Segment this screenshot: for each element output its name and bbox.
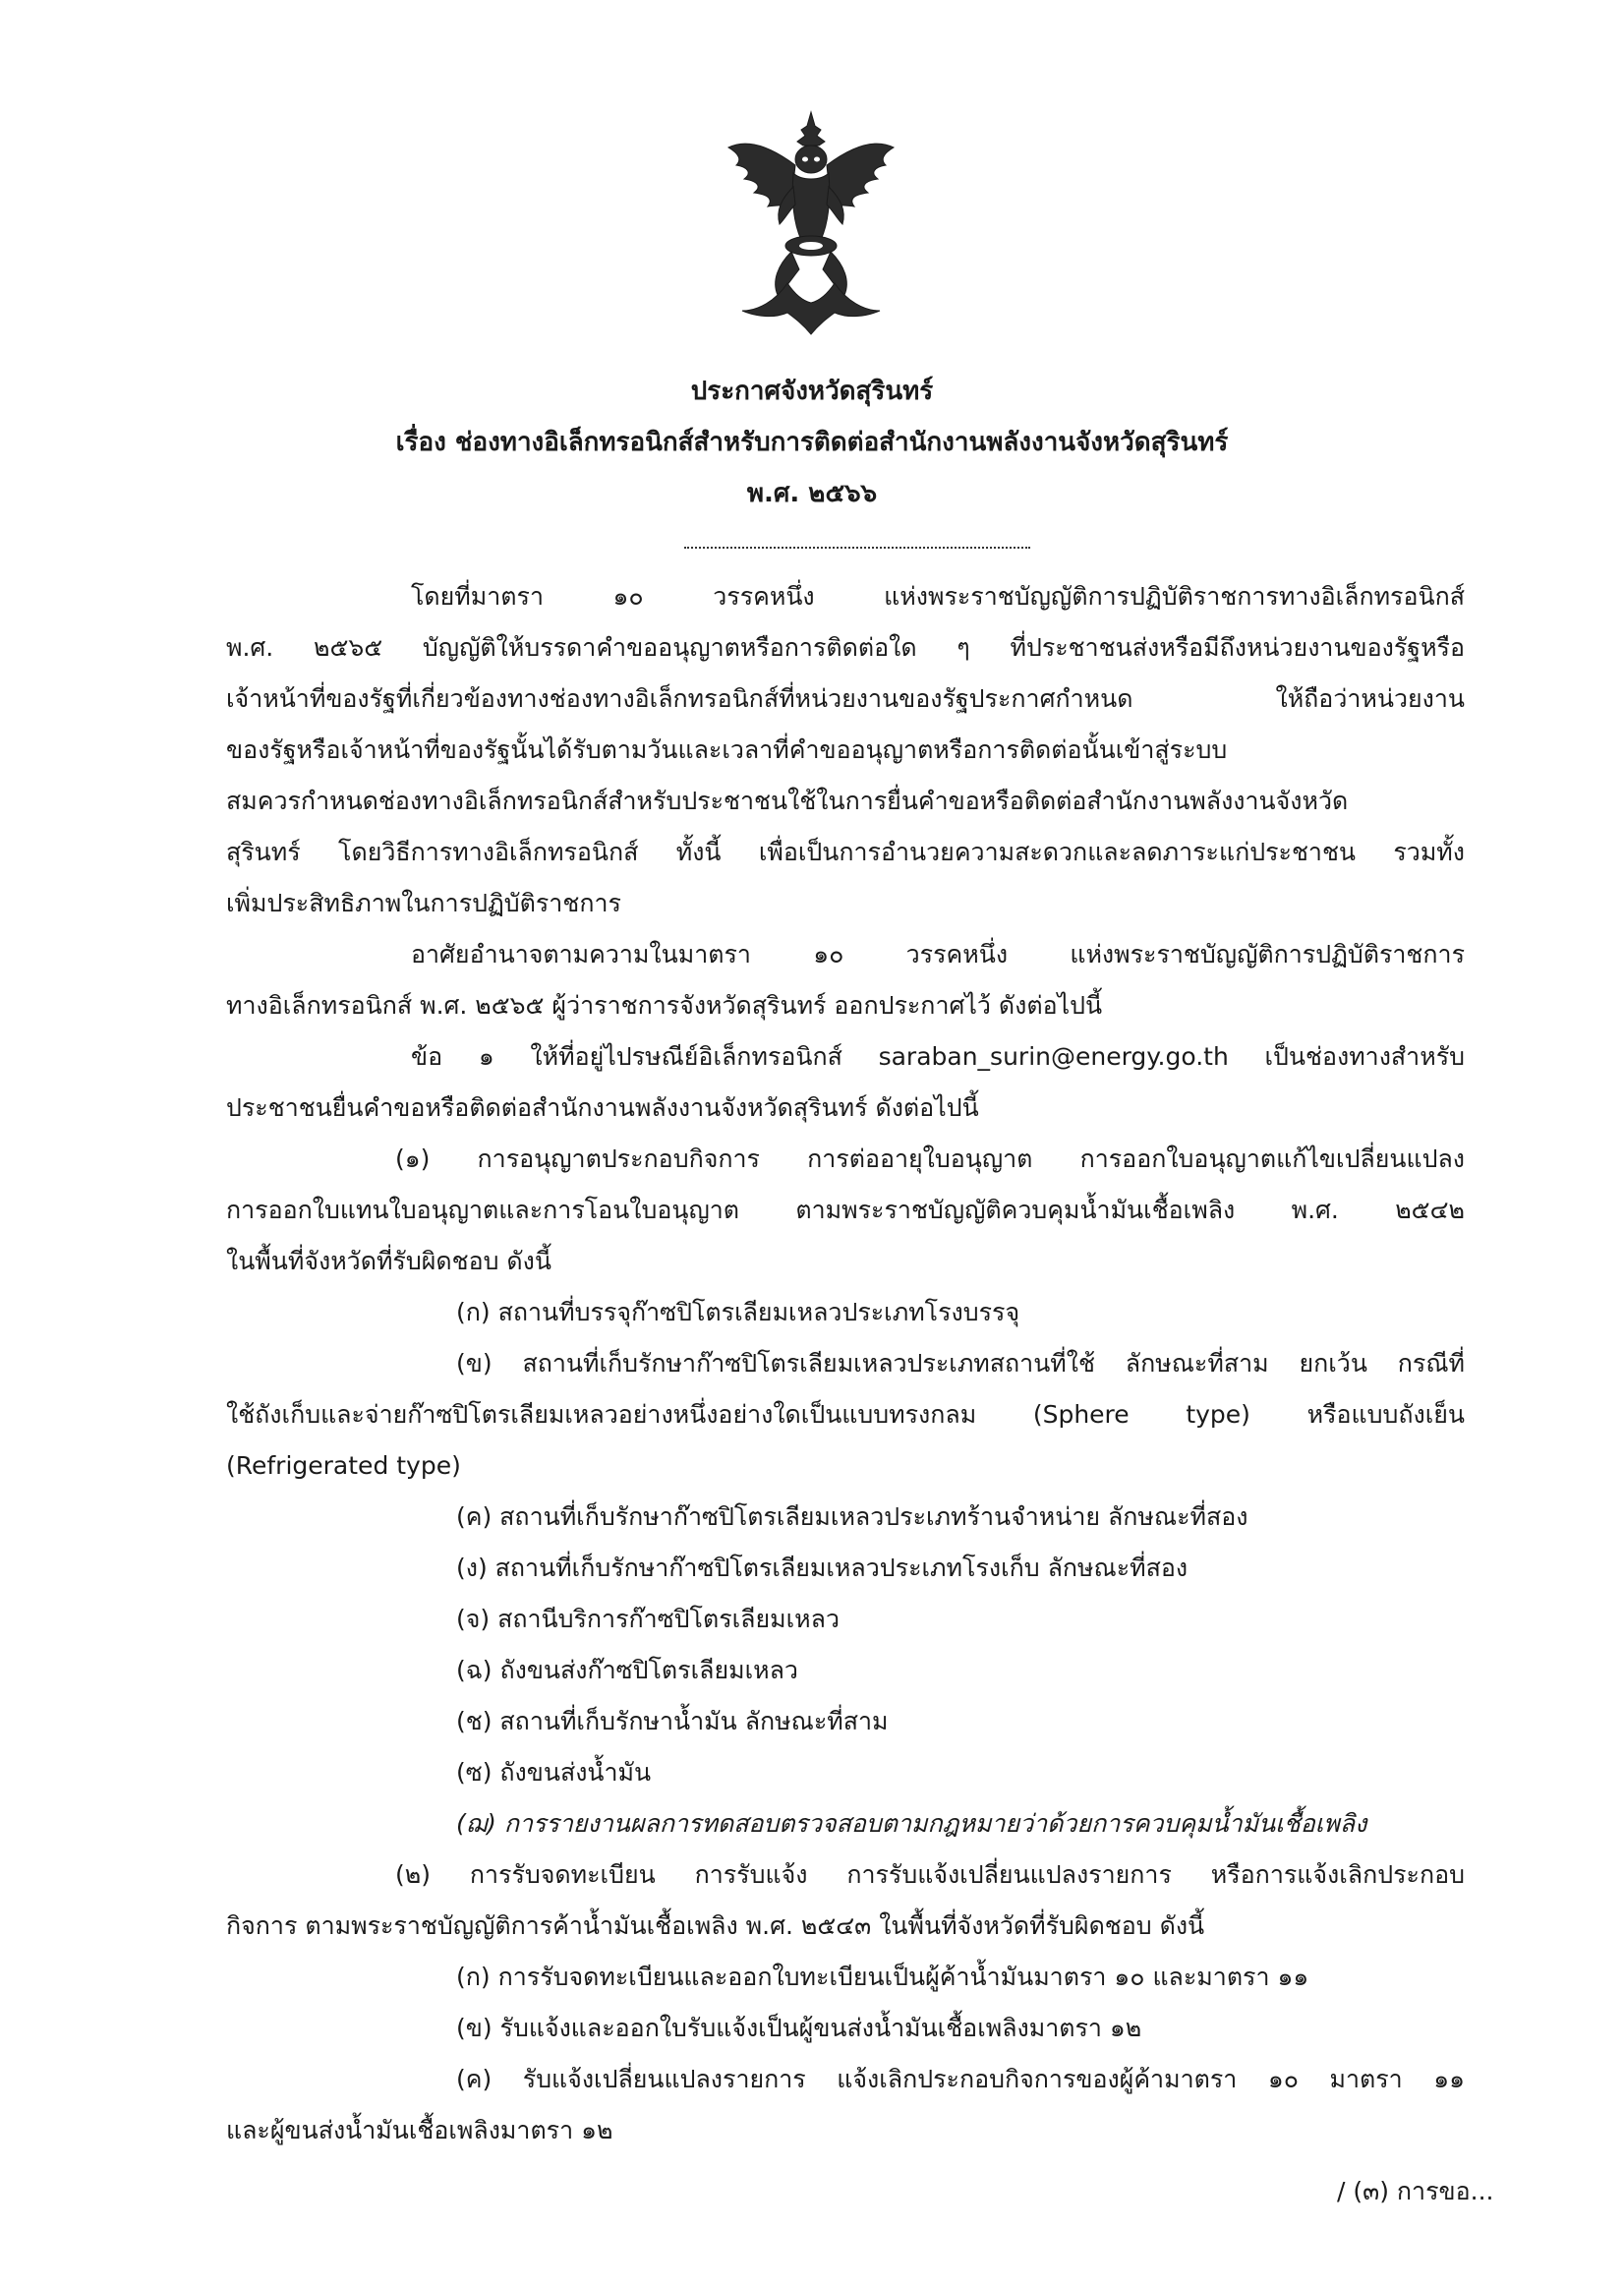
body-line: เพิ่มประสิทธิภาพในการปฏิบัติราชการ bbox=[226, 889, 621, 917]
clause-1-line: ข้อ ๑ ให้ที่อยู่ไปรษณีย์อิเล็กทรอนิกส์ saraban_surin@energy.go.th เป็นช่องทางสำหรับ bbox=[411, 1042, 1465, 1071]
item-2-line: (๒) การรับจดทะเบียน การรับแจ้ง การรับแจ้งเปลี่ยนแปลงรายการ หรือการแจ้งเลิกประกอบ bbox=[395, 1860, 1465, 1889]
sub-item: (ฌ) การรายงานผลการทดสอบตรวจสอบตามกฎหมายว่าด้วยการควบคุมน้ำมันเชื้อเพลิง bbox=[456, 1809, 1367, 1838]
garuda-emblem-icon bbox=[723, 108, 899, 336]
sub-item: (ฉ) ถังขนส่งก๊าซปิโตรเลียมเหลว bbox=[456, 1656, 798, 1684]
item-1-line: ในพื้นที่จังหวัดที่รับผิดชอบ ดังนี้ bbox=[226, 1247, 551, 1275]
sub-item: (ข) สถานที่เก็บรักษาก๊าซปิโตรเลียมเหลวประเภทสถานที่ใช้ ลักษณะที่สาม ยกเว้น กรณีที่ bbox=[456, 1349, 1465, 1378]
sub-item: (Refrigerated type) bbox=[226, 1451, 461, 1480]
body-line: ของรัฐหรือเจ้าหน้าที่ของรัฐนั้นได้รับตามวันและเวลาที่คำขออนุญาตหรือการติดต่อนั้นเข้าสู่ระบบ bbox=[226, 735, 1228, 764]
page-continuation: / (๓) การขอ... bbox=[1337, 2177, 1494, 2205]
sub-item: ใช้ถังเก็บและจ่ายก๊าซปิโตรเลียมเหลวอย่างหนึ่งอย่างใดเป็นแบบทรงกลม (Sphere type) หรือแบบถังเย็น bbox=[226, 1400, 1465, 1429]
sub-item: (ง) สถานที่เก็บรักษาก๊าซปิโตรเลียมเหลวประเภทโรงเก็บ ลักษณะที่สอง bbox=[456, 1554, 1189, 1582]
body-line: โดยที่มาตรา ๑๐ วรรคหนึ่ง แห่งพระราชบัญญัติการปฏิบัติราชการทางอิเล็กทรอนิกส์ bbox=[411, 582, 1465, 611]
body-line: พ.ศ. ๒๕๖๕ บัญญัติให้บรรดาคำขออนุญาตหรือการติดต่อใด ๆ ที่ประชาชนส่งหรือมีถึงหน่วยงานของรัฐหรือ bbox=[226, 633, 1465, 662]
sub-item: และผู้ขนส่งน้ำมันเชื้อเพลิงมาตรา ๑๒ bbox=[226, 2116, 613, 2144]
item-2-line: กิจการ ตามพระราชบัญญัติการค้าน้ำมันเชื้อเพลิง พ.ศ. ๒๕๔๓ ในพื้นที่จังหวัดที่รับผิดชอบ ดังนี้ bbox=[226, 1911, 1205, 1940]
body-line: ทางอิเล็กทรอนิกส์ พ.ศ. ๒๕๖๕ ผู้ว่าราชการจังหวัดสุรินทร์ ออกประกาศไว้ ดังต่อไปนี้ bbox=[226, 991, 1103, 1020]
announcement-title: ประกาศจังหวัดสุรินทร์ bbox=[690, 377, 934, 406]
body-line: สุรินทร์ โดยวิธีการทางอิเล็กทรอนิกส์ ทั้งนี้ เพื่อเป็นการอำนวยความสะดวกและลดภาระแก่ประชาชน รวมทั้ง bbox=[226, 838, 1465, 866]
title-divider bbox=[684, 547, 1030, 549]
sub-item: (ข) รับแจ้งและออกใบรับแจ้งเป็นผู้ขนส่งน้ำมันเชื้อเพลิงมาตรา ๑๒ bbox=[456, 2014, 1142, 2042]
item-1-line: การออกใบแทนใบอนุญาตและการโอนใบอนุญาต ตามพระราชบัญญัติควบคุมน้ำมันเชื้อเพลิง พ.ศ. ๒๕๔๒ bbox=[226, 1196, 1465, 1224]
sub-item: (ซ) ถังขนส่งน้ำมัน bbox=[456, 1758, 652, 1787]
announcement-subject: เรื่อง ช่องทางอิเล็กทรอนิกส์สำหรับการติดต่อสำนักงานพลังงานจังหวัดสุรินทร์ bbox=[395, 428, 1229, 457]
sub-item: (ค) รับแจ้งเปลี่ยนแปลงรายการ แจ้งเลิกประกอบกิจการของผู้ค้ามาตรา ๑๐ มาตรา ๑๑ bbox=[456, 2065, 1465, 2093]
clause-1-line: ประชาชนยื่นคำขอหรือติดต่อสำนักงานพลังงานจังหวัดสุรินทร์ ดังต่อไปนี้ bbox=[226, 1093, 979, 1122]
body-line: สมควรกำหนดช่องทางอิเล็กทรอนิกส์สำหรับประชาชนใช้ในการยื่นคำขอหรือติดต่อสำนักงานพลังงานจังหวัด bbox=[226, 787, 1349, 815]
sub-item: (จ) สถานีบริการก๊าซปิโตรเลียมเหลว bbox=[456, 1605, 841, 1633]
announcement-year: พ.ศ. ๒๕๖๖ bbox=[746, 479, 878, 508]
sub-item: (ก) การรับจดทะเบียนและออกใบทะเบียนเป็นผู้ค้าน้ำมันมาตรา ๑๐ และมาตรา ๑๑ bbox=[456, 1963, 1309, 1991]
body-line: เจ้าหน้าที่ของรัฐที่เกี่ยวข้องทางช่องทางอิเล็กทรอนิกส์ที่หน่วยงานของรัฐประกาศกำหนด ให้ถือว่าหน่วยงาน bbox=[226, 684, 1465, 713]
item-1-line: (๑) การอนุญาตประกอบกิจการ การต่ออายุใบอนุญาต การออกใบอนุญาตแก้ไขเปลี่ยนแปลง bbox=[395, 1144, 1465, 1173]
body-line: อาศัยอำนาจตามความในมาตรา ๑๐ วรรคหนึ่ง แห่งพระราชบัญญัติการปฏิบัติราชการ bbox=[411, 940, 1465, 968]
sub-item: (ก) สถานที่บรรจุก๊าซปิโตรเลียมเหลวประเภทโรงบรรจุ bbox=[456, 1298, 1020, 1326]
sub-item: (ช) สถานที่เก็บรักษาน้ำมัน ลักษณะที่สาม bbox=[456, 1707, 889, 1735]
sub-item: (ค) สถานที่เก็บรักษาก๊าซปิโตรเลียมเหลวประเภทร้านจำหน่าย ลักษณะที่สอง bbox=[456, 1502, 1248, 1531]
